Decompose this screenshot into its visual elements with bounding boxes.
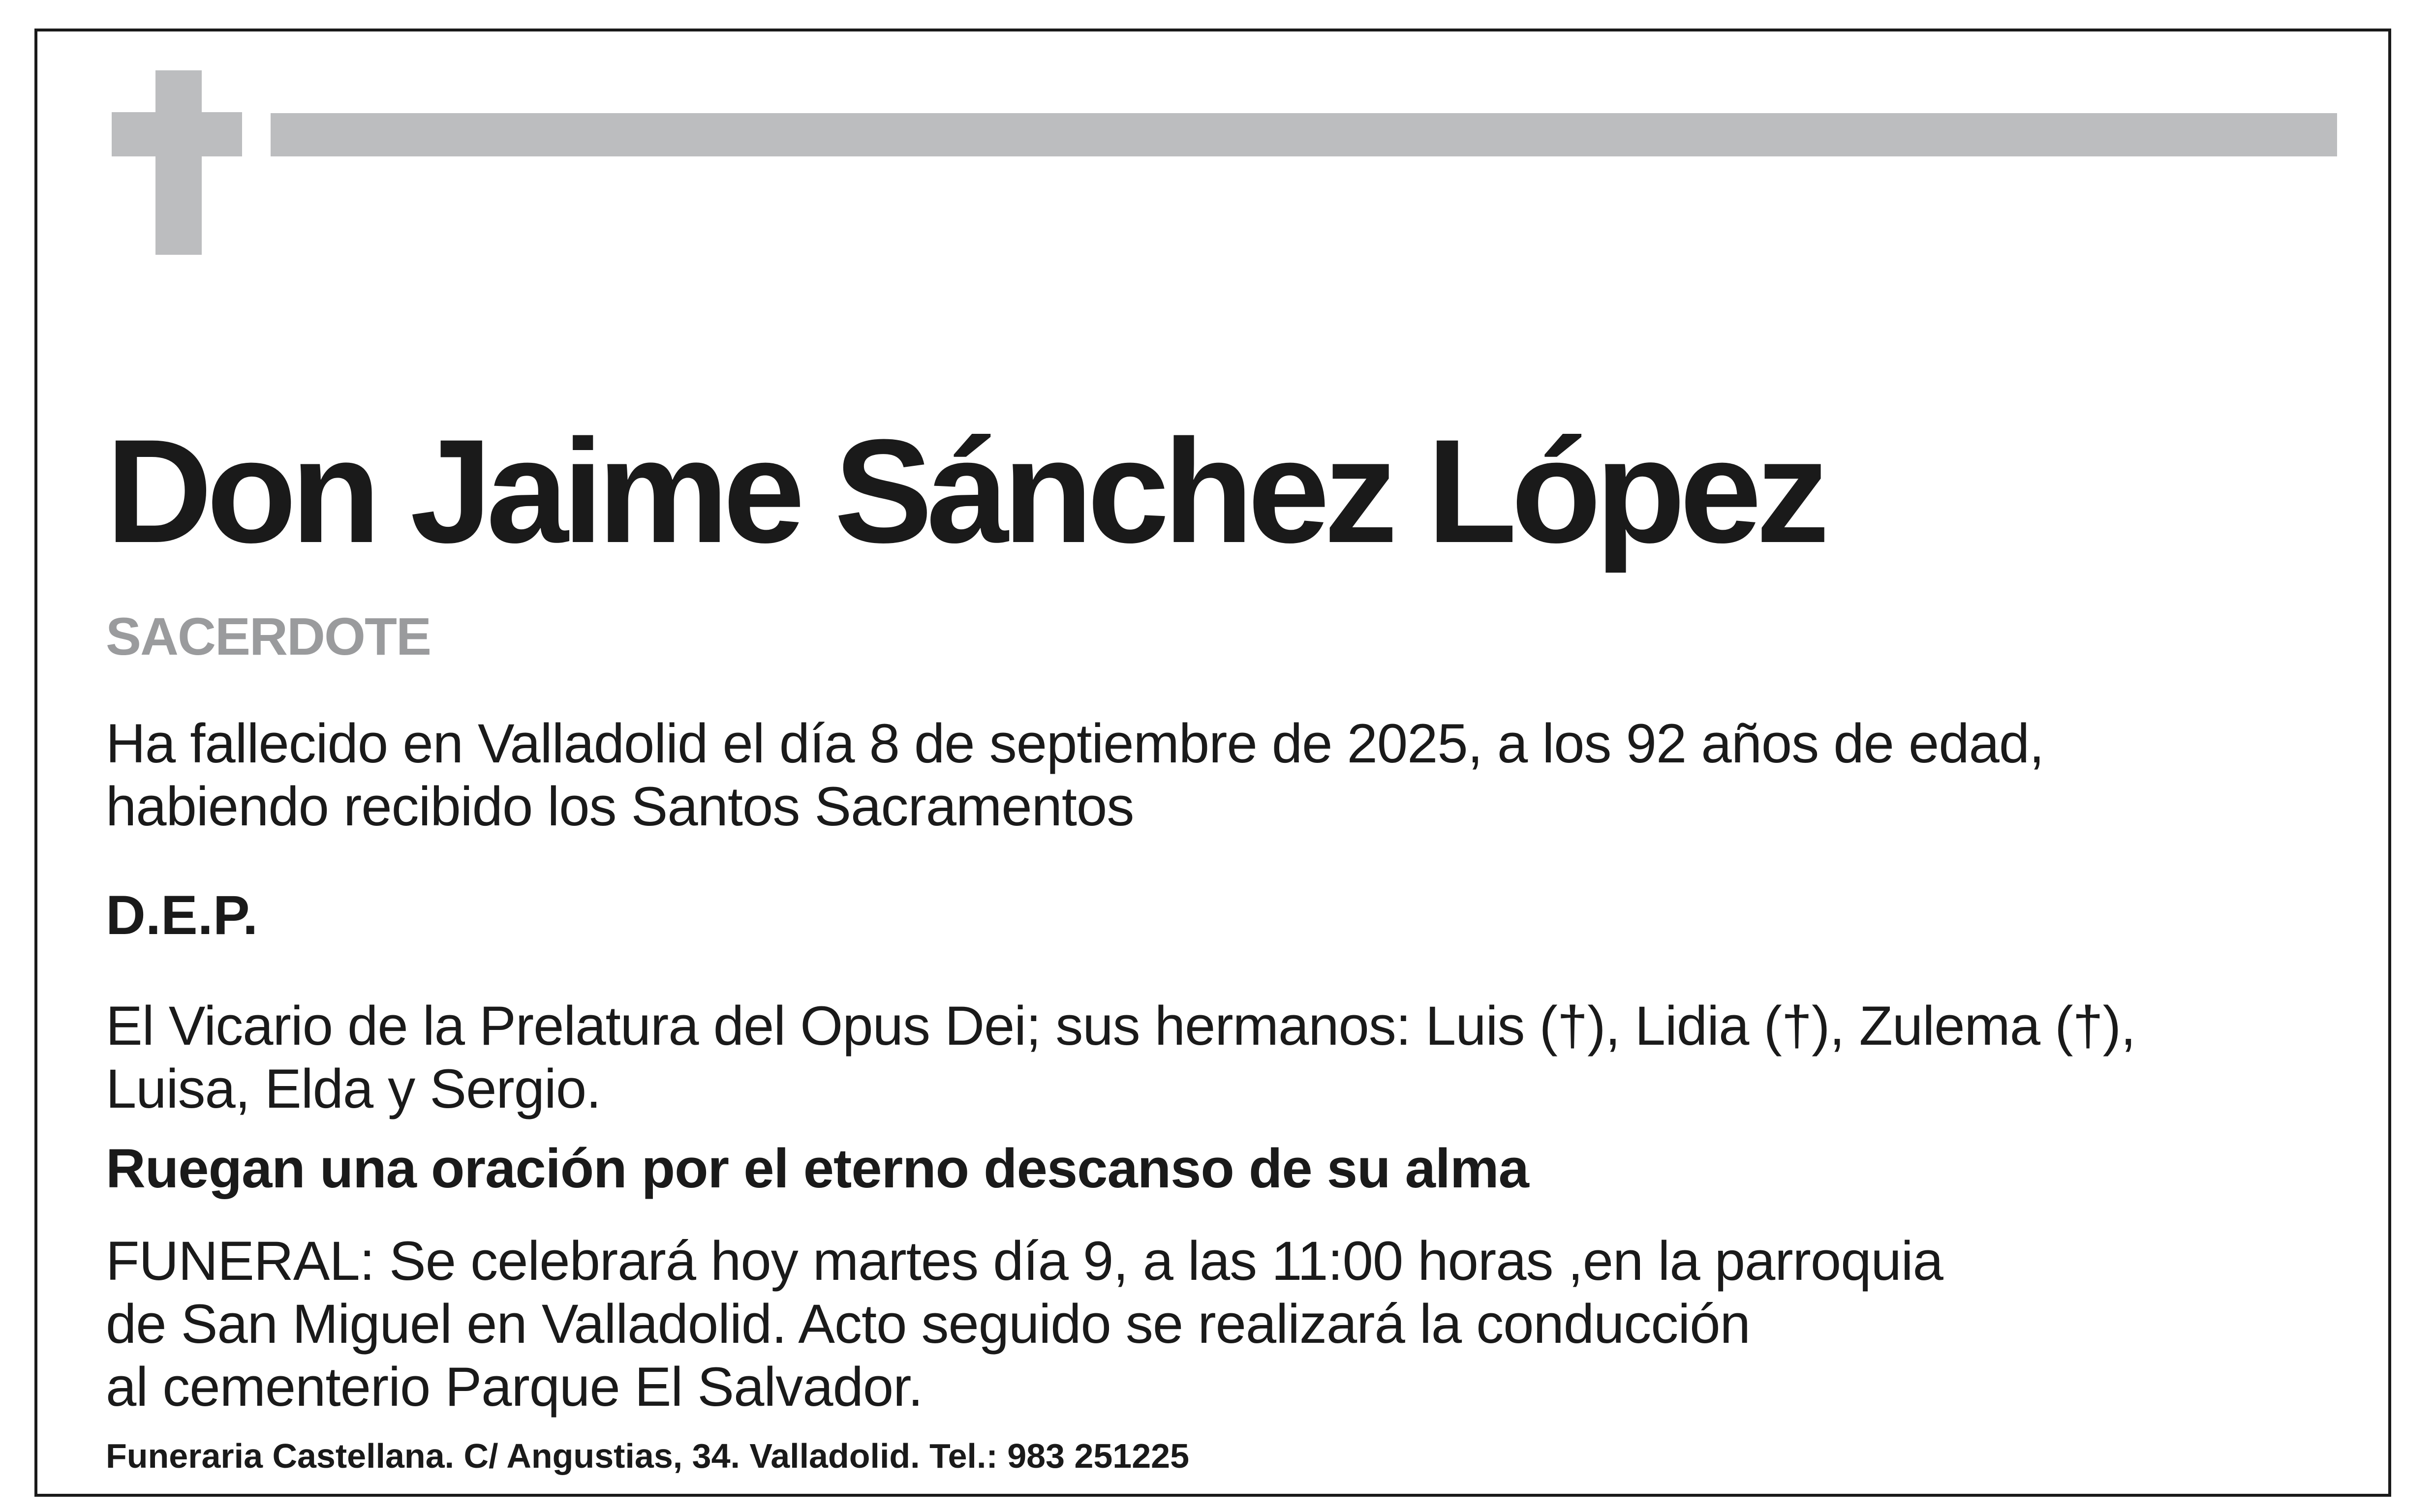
deceased-role: SACERDOTE xyxy=(106,606,431,666)
funeral-line: de San Miguel en Valladolid. Acto seguido se realizará la conducción xyxy=(106,1293,1750,1355)
funeral-details xyxy=(106,1230,2320,1419)
family-line: El Vicario de la Prelatura del Opus Dei; sus hermanos: Luis (†), Lidia (†), Zulema (†), xyxy=(106,995,2136,1057)
rest-in-peace: D.E.P. xyxy=(106,884,258,946)
death-line: habiendo recibido los Santos Sacramentos xyxy=(106,776,1134,837)
death-line: Ha fallecido en Valladolid el día 8 de septiembre de 2025, a los 92 años de edad, xyxy=(106,713,2044,774)
prayer-request: Ruegan una oración por el eterno descanso de su alma xyxy=(106,1138,1529,1199)
funeral-line: FUNERAL: Se celebrará hoy martes día 9, a las 11:00 horas ,en la parroquia xyxy=(106,1230,1943,1292)
cross-vertical-bar xyxy=(155,70,202,255)
funeral-line: al cementerio Parque El Salvador. xyxy=(106,1356,923,1418)
cross-horizontal-bar xyxy=(112,112,242,156)
death-announcement xyxy=(106,712,2320,838)
family-list xyxy=(106,995,2320,1120)
header-rule xyxy=(271,113,2337,156)
deceased-name: Don Jaime Sánchez López xyxy=(106,408,1824,574)
family-line: Luisa, Elda y Sergio. xyxy=(106,1058,601,1119)
funeral-home-footer: Funeraria Castellana. C/ Angustias, 34. Valladolid. Tel.: 983 251225 xyxy=(106,1437,1190,1475)
